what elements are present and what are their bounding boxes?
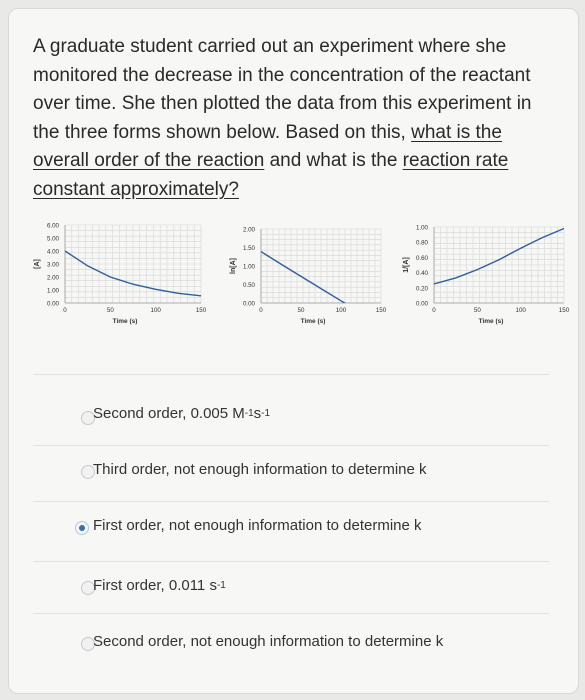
- divider: [33, 374, 549, 375]
- x-tick-label: 100: [335, 307, 347, 314]
- x-tick-label: 150: [195, 307, 207, 314]
- inverse-concentration-vs-time-chart: [384, 215, 569, 335]
- answer-option-2[interactable]: [93, 461, 427, 478]
- question-text-segment: and what is the: [269, 150, 398, 172]
- radio-option-3-selected[interactable]: [75, 521, 89, 535]
- answer-option-1[interactable]: [93, 405, 270, 422]
- chart-grid: [261, 229, 381, 303]
- option-label: Second order, not enough information to determine k: [93, 633, 444, 650]
- y-tick-label: 5.00: [46, 235, 59, 243]
- chart-grid: [434, 227, 564, 303]
- question-emphasis: reaction rate: [402, 150, 509, 172]
- option-label: First order, 0.011 s: [93, 577, 217, 594]
- x-tick-label: 50: [473, 307, 481, 314]
- divider: [33, 501, 549, 502]
- concentration-vs-time-chart: [29, 215, 209, 335]
- y-tick-label: 0.00: [46, 300, 59, 308]
- y-axis-label: 1/[A]: [403, 257, 410, 273]
- y-tick-label: 2.00: [242, 226, 255, 234]
- x-tick-label: 100: [515, 307, 526, 314]
- x-tick-label: 0: [259, 307, 263, 314]
- answer-option-5[interactable]: [93, 633, 443, 650]
- x-axis-label: Time (s): [300, 318, 326, 325]
- divider: [33, 613, 549, 614]
- question-emphasis: what is the: [411, 121, 502, 143]
- divider: [33, 561, 549, 562]
- x-tick-label: 100: [150, 307, 161, 314]
- question-text: [33, 33, 553, 205]
- option-label: First order, not enough information to determine k: [93, 517, 422, 534]
- y-tick-label: 1.00: [46, 287, 59, 295]
- y-axis-label: ln[A]: [230, 258, 237, 274]
- x-axis-label: Time (s): [478, 318, 504, 325]
- y-tick-label: 0.00: [415, 300, 428, 308]
- y-tick-label: 3.00: [46, 261, 59, 269]
- question-card: [8, 8, 579, 694]
- question-line: over time. She then plotted the data from this experiment in: [33, 93, 532, 115]
- x-tick-label: 150: [375, 307, 387, 314]
- ln-concentration-vs-time-chart: [209, 215, 389, 335]
- question-line: monitored the decrease in the concentration of the reactant: [33, 64, 531, 86]
- y-tick-label: 6.00: [46, 222, 59, 230]
- y-tick-label: 0.00: [242, 300, 255, 308]
- question-emphasis: constant approximately?: [33, 178, 239, 200]
- y-tick-label: 0.40: [415, 270, 428, 278]
- answer-option-4[interactable]: [93, 577, 226, 594]
- option-superscript: -1: [261, 408, 271, 419]
- option-label: Second order, 0.005 M: [93, 405, 245, 422]
- y-tick-label: 4.00: [46, 248, 59, 256]
- x-tick-label: 50: [106, 307, 114, 314]
- y-tick-label: 2.00: [46, 274, 59, 282]
- x-tick-label: 150: [558, 307, 569, 314]
- option-label: Third order, not enough information to determine k: [93, 461, 427, 478]
- y-tick-label: 0.50: [242, 282, 255, 289]
- y-tick-label: 0.80: [415, 239, 428, 247]
- question-line: A graduate student carried out an experiment where she: [33, 36, 507, 57]
- x-tick-label: 50: [297, 307, 305, 314]
- option-superscript: -1: [244, 408, 254, 419]
- y-tick-label: 1.00: [415, 224, 428, 232]
- question-line: [33, 176, 553, 205]
- question-line: [33, 119, 553, 148]
- option-unit: s: [253, 405, 262, 422]
- y-tick-label: 1.50: [242, 245, 255, 252]
- x-tick-label: 0: [63, 307, 67, 314]
- chart-group: [29, 215, 569, 335]
- x-axis-label: Time (s): [112, 318, 138, 325]
- divider: [33, 445, 549, 446]
- y-tick-label: 1.00: [242, 263, 255, 271]
- y-axis-label: [A]: [34, 259, 41, 269]
- question-text-segment: the three forms shown below. Based on this,: [33, 121, 406, 143]
- y-tick-label: 0.60: [415, 254, 428, 262]
- y-tick-label: 0.20: [415, 285, 428, 293]
- option-superscript: -1: [216, 580, 226, 591]
- answer-option-3[interactable]: [93, 517, 422, 534]
- x-tick-label: 0: [432, 307, 436, 314]
- question-emphasis: overall order of the reaction: [33, 150, 265, 172]
- question-line: [33, 147, 553, 176]
